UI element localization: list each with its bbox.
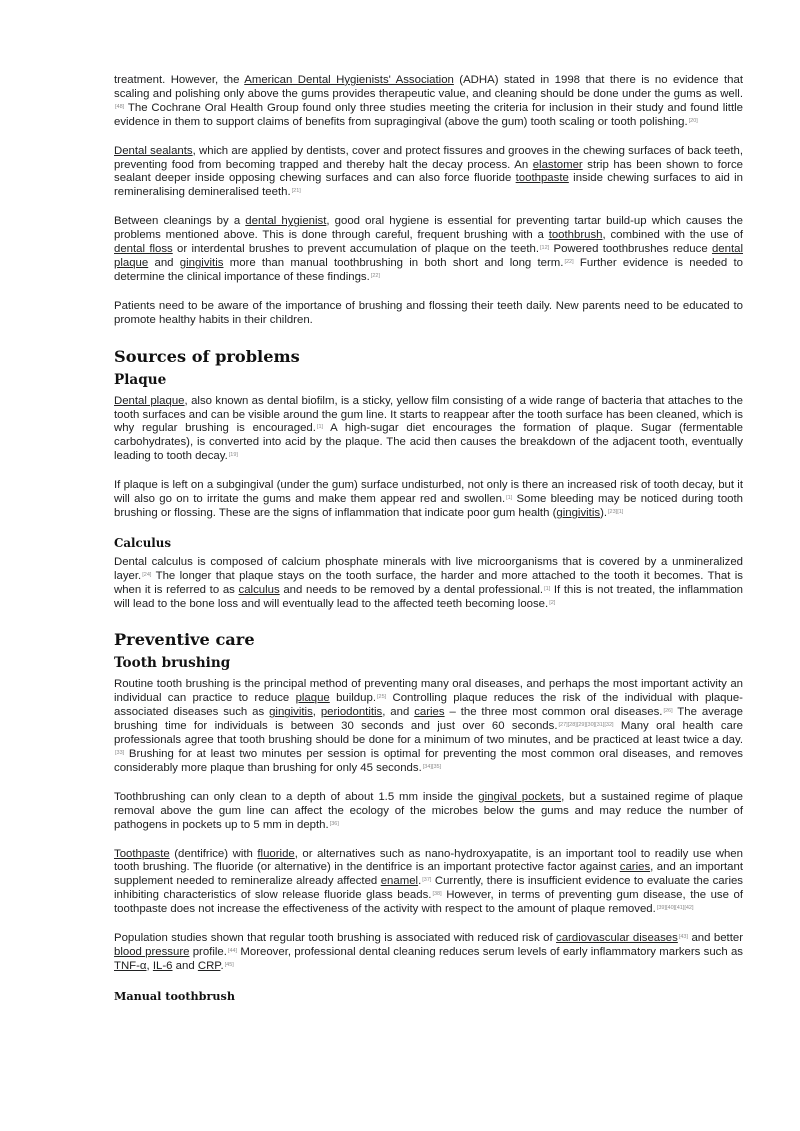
text: Controlling plaque reduces the risk of the individual with plaque-associated diseases such as	[114, 692, 743, 719]
heading-preventive-care: Preventive care	[114, 630, 255, 650]
citation-ref[interactable]: [26]	[663, 708, 673, 715]
paragraph-calculus	[114, 556, 743, 612]
text: , good oral hygiene is essential for preventing tartar build-up which causes the problems mentioned above. This is done through careful, frequent brushing with a	[114, 215, 743, 242]
text: The longer that plaque stays on the tooth surface, the harder and more attached to the tooth it becomes. That is when it is referred to as	[114, 569, 743, 596]
paragraph-gingival-pockets	[114, 791, 743, 833]
citation-ref[interactable]: [1]	[506, 495, 513, 502]
text: Population studies shown that regular tooth brushing is associated with reduced risk of	[114, 932, 557, 945]
text: .	[418, 875, 422, 888]
text: Currently, there is insufficient evidence to evaluate the caries inhibiting characteristics of slow release fluoride glass beads.	[114, 875, 743, 902]
paragraph-adha-scaling	[114, 74, 743, 130]
link-periodontitis[interactable]: periodontitis	[320, 706, 383, 719]
link-caries[interactable]: caries	[414, 706, 445, 719]
citation-ref[interactable]: [36]	[329, 820, 339, 827]
text: ,	[146, 959, 153, 972]
citation-ref[interactable]: [23][1]	[608, 508, 624, 515]
paragraph-population-studies	[114, 932, 743, 974]
link-blood-pressure[interactable]: blood pressure	[114, 945, 190, 958]
citation-ref[interactable]: [44]	[227, 947, 238, 954]
citation-ref[interactable]: [22]	[370, 272, 380, 279]
text: and	[172, 959, 198, 972]
heading-plaque: Plaque	[114, 371, 167, 388]
link-adha[interactable]: American Dental Hygienists' Association	[244, 74, 454, 86]
citation-ref[interactable]: [37]	[422, 877, 432, 884]
text: Toothbrushing can only clean to a depth of about 1.5 mm inside the	[114, 790, 479, 803]
link-dental-floss[interactable]: dental floss	[114, 243, 173, 256]
link-calculus[interactable]: calculus	[238, 583, 280, 596]
citation-ref[interactable]: [33]	[115, 750, 125, 756]
citation-ref[interactable]: [19]	[228, 452, 238, 459]
text: Routine tooth brushing is the principal method of preventing many oral diseases, and perhaps the most important activity an individual can practice to reduce	[114, 678, 743, 705]
text: Further evidence is needed to determine the clinical importance of these findings.	[114, 256, 744, 283]
text: and	[148, 256, 180, 269]
text: , and	[382, 706, 415, 719]
text: and better	[688, 932, 743, 945]
citation-ref[interactable]: [1]	[544, 585, 551, 592]
link-crp[interactable]: CRP	[197, 959, 221, 972]
text: Patients need to be aware of the importance of brushing and flossing their teeth daily. New parents need to be educated to promote healthy habits in their children.	[114, 299, 743, 326]
text: (ADHA) stated in 1998 that there is no evidence that scaling and polishing only above the gums provides therapeutic value, and cleaning should be done under the gums as well.	[114, 74, 743, 100]
citation-ref[interactable]: [27][28][29][30][31][32]	[558, 722, 614, 729]
text: (dentifrice) with	[169, 847, 258, 860]
link-gingivitis[interactable]: gingivitis	[269, 706, 313, 719]
text: profile.	[189, 945, 227, 958]
citation-ref[interactable]: [34][35]	[422, 763, 442, 770]
heading-manual-toothbrush: Manual toothbrush	[114, 988, 235, 1003]
heading-calculus: Calculus	[114, 535, 171, 550]
text: treatment. However, the	[114, 74, 245, 86]
citation-ref[interactable]: [20]	[688, 117, 698, 124]
link-fluoride[interactable]: fluoride	[257, 847, 295, 860]
text: However, in terms of preventing gum disease, the use of toothpaste does not increase the effectiveness of the activity with respect to the amount of plaque removed.	[114, 889, 744, 916]
link-gingivitis[interactable]: gingivitis	[179, 256, 224, 269]
text: If plaque is left on a subgingival (under the gum) surface undisturbed, not only is there an increased risk of tooth decay, but it will also go on to irritate the gums and make them appear red and swollen.	[114, 479, 743, 506]
link-gingival-pockets[interactable]: gingival pockets	[478, 790, 562, 803]
citation-ref[interactable]: [21]	[291, 188, 301, 195]
text: , combined with the use of	[602, 229, 743, 242]
text: , also known as dental biofilm, is a sticky, yellow film consisting of a wide range of bacteria that attaches to the tooth surfaces and can be visible around the gum line. It starts to reappear after the tooth surface has been cleaned, which is why regular brushing is encouraged.	[114, 394, 744, 435]
text: Dental calculus is composed of calcium phosphate minerals with live microorganisms that is covered by a unmineralized layer.	[114, 555, 743, 582]
paragraph-patient-awareness	[114, 300, 743, 328]
text: more than manual toothbrushing in both short and long term.	[223, 256, 564, 269]
text: inside chewing surfaces to aid in remineralising demineralised teeth.	[114, 172, 744, 199]
link-caries[interactable]: caries	[619, 861, 651, 874]
text: , which are applied by dentists, cover and protect fissures and grooves in the chewing surfaces of back teeth, preventing food from becoming trapped and thereby halt the decay process. An	[114, 144, 743, 171]
citation-ref[interactable]: [39][40][41][42]	[656, 905, 694, 912]
text: Many oral health care professionals agree that tooth brushing should be done for a minimum of two minutes, and be practiced at least twice a day.	[114, 720, 743, 747]
text: Between cleanings by a	[114, 215, 246, 228]
text: buildup.	[329, 692, 376, 705]
paragraph-routine-brushing	[114, 678, 743, 775]
text: The average brushing time for individuals is between 30 seconds and just over 60 seconds.	[114, 706, 743, 733]
link-dental-plaque[interactable]: Dental plaque	[114, 394, 185, 407]
citation-ref[interactable]: [12]	[540, 245, 550, 252]
text: – the three most common oral diseases.	[444, 706, 663, 719]
link-dental-sealants[interactable]: Dental sealants	[114, 144, 193, 157]
link-il-6[interactable]: IL-6	[152, 959, 173, 972]
text: Some bleeding may be noticed during tooth brushing or flossing. These are the signs of inflammation that indicate poor gum health (	[114, 493, 743, 519]
text: and needs to be removed by a dental professional.	[279, 583, 544, 596]
text: If this is not treated, the inflammation will lead to the bone loss and will eventually lead to the affected teeth becoming loose.	[114, 583, 743, 610]
link-plaque[interactable]: plaque	[295, 692, 330, 705]
heading-sources-of-problems: Sources of problems	[114, 346, 300, 366]
citation-ref[interactable]: [2]	[549, 599, 556, 606]
citation-ref[interactable]: [1]	[316, 424, 324, 431]
paragraph-plaque-definition	[114, 395, 743, 465]
link-tnf-alpha[interactable]: TNF-α	[114, 959, 147, 972]
link-cardiovascular-diseases[interactable]: cardiovascular diseases	[556, 932, 678, 945]
link-toothbrush[interactable]: toothbrush	[548, 229, 603, 242]
link-gingivitis[interactable]: gingivitis	[556, 506, 601, 519]
article-body	[114, 74, 743, 1003]
text: strip has been shown to force sealant deeper inside opposing chewing surfaces and can also force fluoride	[114, 158, 743, 185]
paragraph-subgingival-plaque	[114, 479, 743, 521]
text: or interdental brushes to prevent accumulation of plaque on the teeth.	[172, 243, 539, 256]
citation-ref[interactable]: [38]	[432, 891, 442, 898]
citation-ref[interactable]: [22]	[564, 258, 574, 265]
link-toothpaste[interactable]: Toothpaste	[114, 847, 170, 860]
citation-ref[interactable]: [43]	[678, 934, 689, 941]
paragraph-toothpaste	[114, 848, 743, 918]
text: , or alternatives such as nano-hydroxyapatite, is an important tool to readily use when tooth brushing. The fluoride (or alternative) in the dentifrice is an important protective factor against	[114, 847, 743, 874]
text: Moreover, professional dental cleaning reduces serum levels of early inflammatory markers such as	[237, 945, 743, 958]
text: Powered toothbrushes reduce	[549, 243, 712, 256]
text: , and an important supplement needed to remineralize already affected	[114, 861, 743, 888]
text: A high-sugar diet encourages the formation of plaque. Sugar (fermentable carbohydrates), is converted into acid by the plaque. The acid then causes the breakdown of the adjacent tooth, eventually leading to tooth decay.	[114, 422, 743, 463]
link-enamel[interactable]: enamel	[380, 875, 419, 888]
text: , but a sustained regime of plaque removal above the gum line can affect the ecology of the microbes below the gums and may reduce the number of pathogens in pockets up to 5 mm in depth.	[114, 790, 743, 831]
heading-tooth-brushing: Tooth brushing	[114, 655, 231, 672]
citation-ref[interactable]: [25]	[376, 694, 387, 701]
paragraph-sealants	[114, 145, 743, 201]
text: ,	[312, 706, 321, 719]
link-dental-hygienist[interactable]: dental hygienist	[245, 215, 327, 228]
text: Brushing for at least two minutes per session is optimal for preventing the most common oral diseases, and removes considerably more plaque than brushing for only 45 seconds.	[114, 748, 743, 774]
link-toothpaste[interactable]: toothpaste	[515, 172, 569, 185]
text: .	[220, 959, 224, 972]
text: The Cochrane Oral Health Group found only three studies meeting the criteria for inclusion in their study and found little evidence in them to support claims of benefits from supragingival (above the gum) tooth scaling or tooth polishing.	[114, 101, 743, 128]
citation-ref[interactable]: [24]	[142, 571, 152, 578]
citation-ref[interactable]: [48]	[115, 103, 125, 110]
citation-ref[interactable]: [45]	[224, 961, 234, 968]
link-elastomer[interactable]: elastomer	[532, 158, 583, 171]
paragraph-oral-hygiene	[114, 215, 743, 285]
text: ).	[600, 506, 608, 519]
link-dental-plaque[interactable]: dental plaque	[114, 243, 743, 269]
